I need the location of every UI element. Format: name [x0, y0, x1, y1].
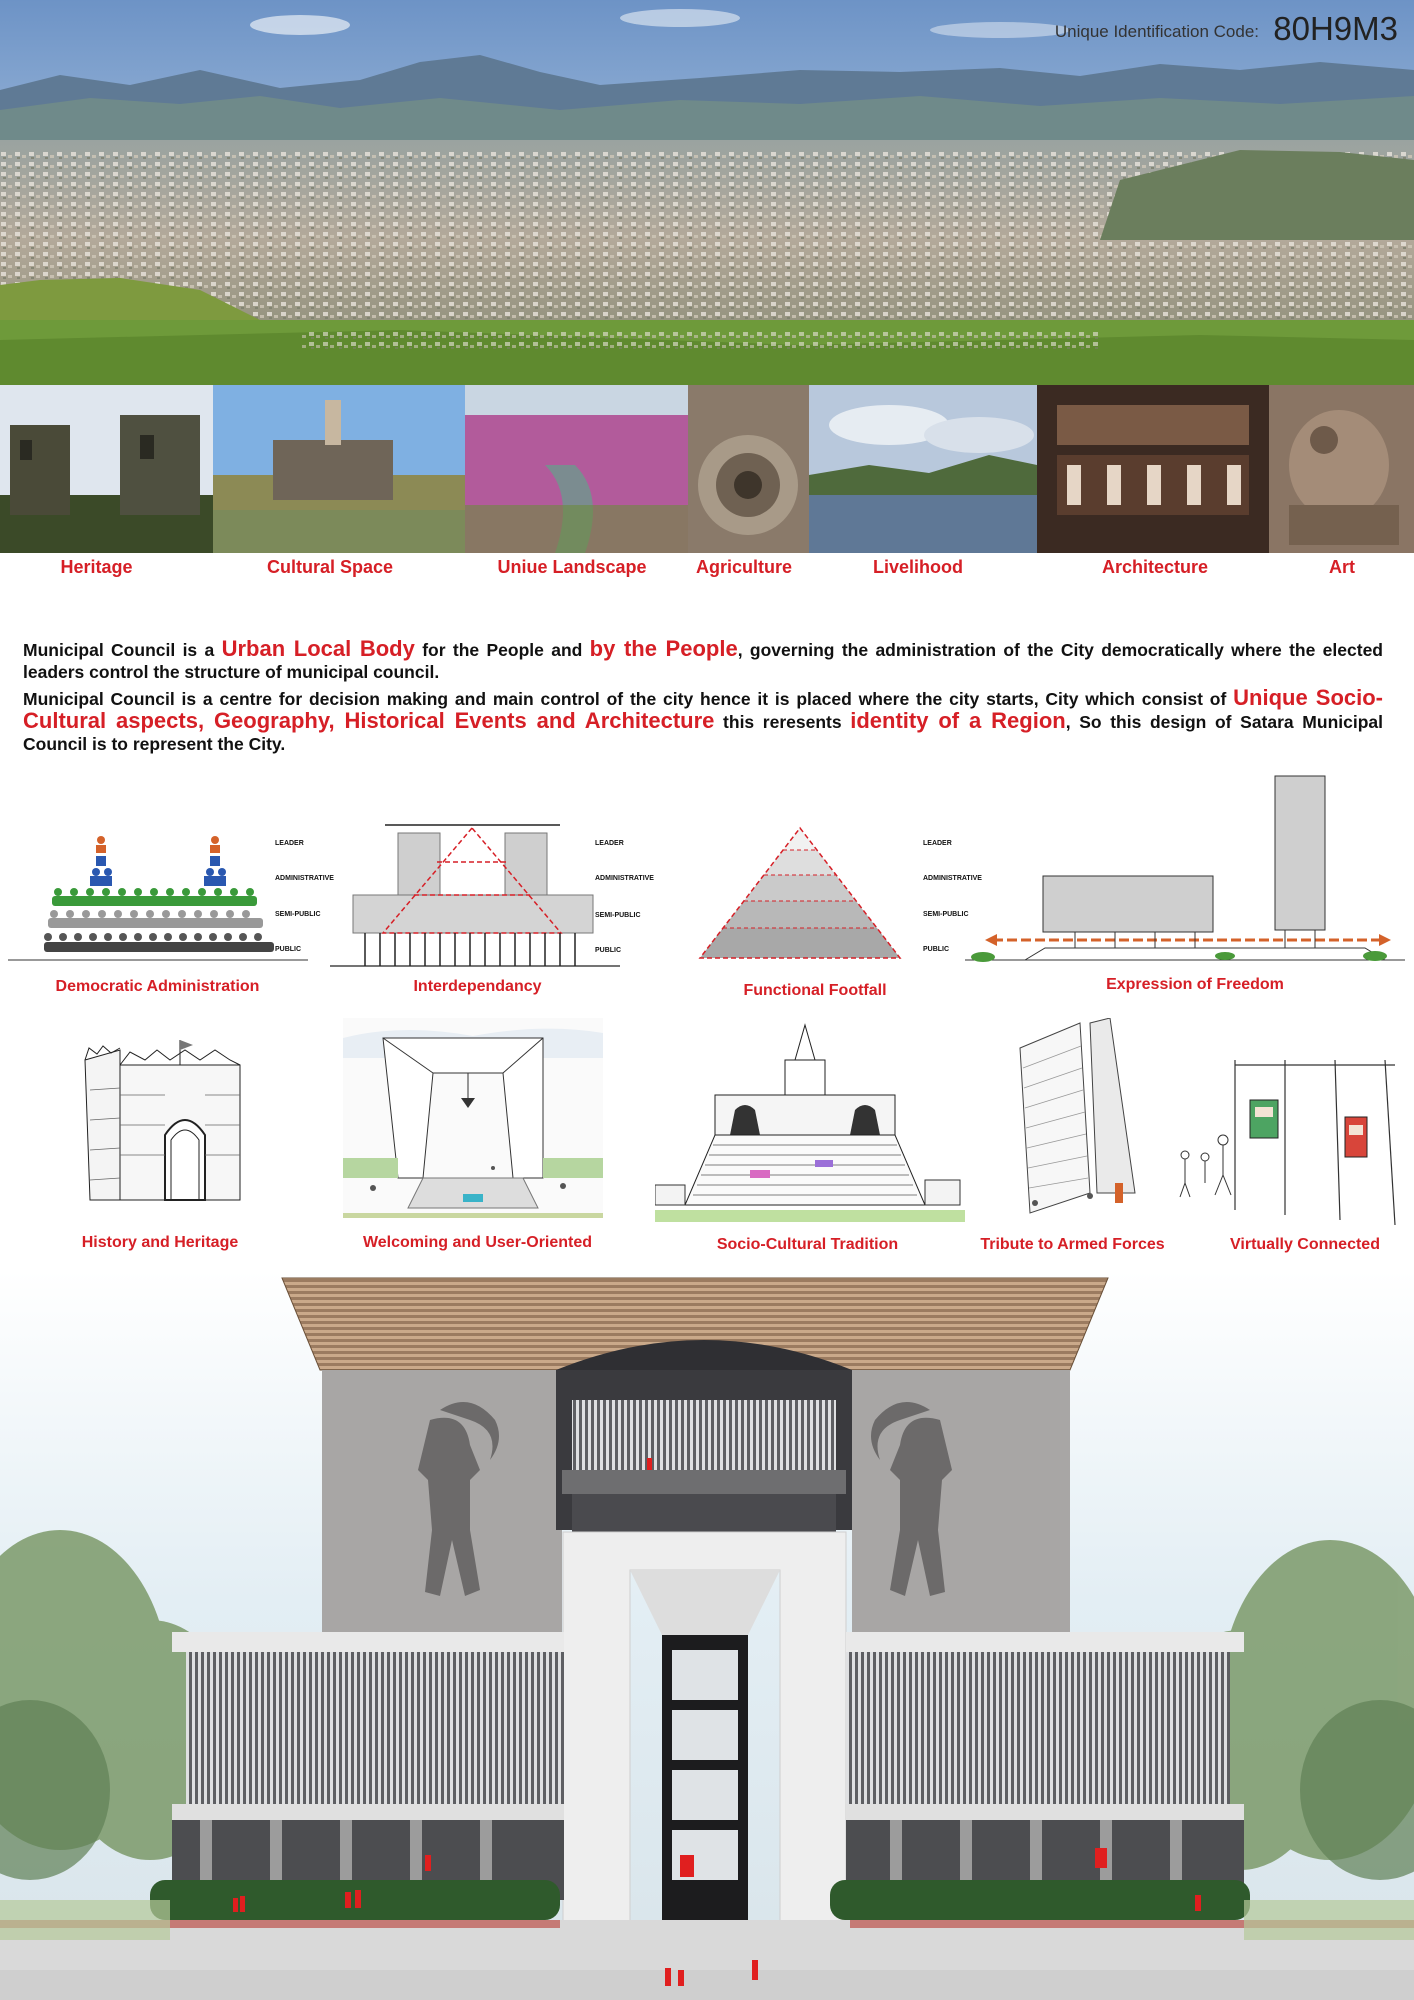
level-semi-public-label-2: SEMI-PUBLIC — [595, 912, 641, 919]
intro-text — [23, 638, 1383, 755]
municipal-council-building-render — [0, 1270, 1414, 2000]
level-leader-label: LEADER — [275, 840, 304, 847]
level-public-label-2: PUBLIC — [595, 947, 622, 954]
hero-panorama-image — [0, 0, 1414, 385]
functional-footfall-diagram — [680, 825, 1000, 973]
level-administrative-label-2: ADMINISTRATIVE — [595, 875, 654, 882]
strip-label-livelihood: Livelihood — [873, 557, 963, 577]
caption-expression-of-freedom: Expression of Freedom — [1106, 976, 1284, 993]
caption-democratic-administration: Democratic Administration — [55, 978, 260, 995]
cultural-space-photo — [213, 385, 465, 553]
democratic-administration-diagram — [8, 830, 338, 970]
caption-welcoming: Welcoming and User-Oriented — [362, 1234, 593, 1251]
caption-interdependancy: Interdependancy — [413, 978, 542, 995]
agriculture-photo — [688, 385, 809, 553]
interdependancy-diagram — [325, 820, 665, 970]
socio-cultural-sketch — [655, 1020, 965, 1225]
livelihood-photo — [809, 385, 1037, 553]
level-leader-label-3: LEADER — [923, 840, 952, 847]
strip-label-cultural-space: Cultural Space — [266, 557, 394, 577]
welcoming-sketch — [343, 1018, 603, 1218]
level-administrative-label: ADMINISTRATIVE — [275, 875, 334, 882]
caption-virtually-connected: Virtually Connected — [1230, 1236, 1380, 1253]
expression-of-freedom-diagram — [965, 772, 1405, 972]
landscape-photo — [465, 385, 688, 553]
intro-paragraph-2: Municipal Council is a centre for decision making and main control of the city hence it is placed where the city starts, City which consist of Unique Socio-Cultural aspects, Geography, Historical Events and Architecture this reresents identity of a Region, So this design of Satara Municipal Council is to represent the City. — [23, 685, 1384, 754]
caption-history-heritage: History and Heritage — [81, 1234, 239, 1251]
strip-label-agriculture: Agriculture — [695, 557, 792, 577]
level-leader-label-2: LEADER — [595, 840, 624, 847]
uic-label: Unique Identification Code: — [1054, 22, 1259, 41]
level-semi-public-label-3: SEMI-PUBLIC — [923, 911, 969, 918]
level-semi-public-label: SEMI-PUBLIC — [275, 911, 321, 918]
architecture-photo — [1037, 385, 1269, 553]
strip-label-architecture: Architecture — [1101, 557, 1209, 577]
history-heritage-sketch — [75, 1020, 265, 1210]
level-public-label: PUBLIC — [275, 946, 302, 953]
armed-forces-sketch — [1015, 1018, 1145, 1223]
virtually-connected-sketch — [1175, 1055, 1410, 1230]
strip-label-art: Art — [1329, 557, 1355, 577]
caption-socio-cultural: Socio-Cultural Tradition — [716, 1236, 899, 1253]
uic-code: 80H9M3 — [1273, 10, 1398, 47]
caption-functional-footfall: Functional Footfall — [743, 982, 887, 999]
heritage-photo — [0, 385, 213, 553]
level-administrative-label-3: ADMINISTRATIVE — [923, 875, 982, 882]
caption-armed-forces: Tribute to Armed Forces — [980, 1236, 1165, 1253]
intro-paragraph-1: Municipal Council is a Urban Local Body for the People and by the People, governing the administration of the City democratically where the elected leaders control the structure of municipal council. — [23, 636, 1383, 682]
art-photo — [1269, 385, 1414, 553]
strip-label-heritage: Heritage — [60, 557, 133, 577]
strip-label-landscape: Uniue Landscape — [497, 557, 647, 577]
level-public-label-3: PUBLIC — [923, 946, 950, 953]
